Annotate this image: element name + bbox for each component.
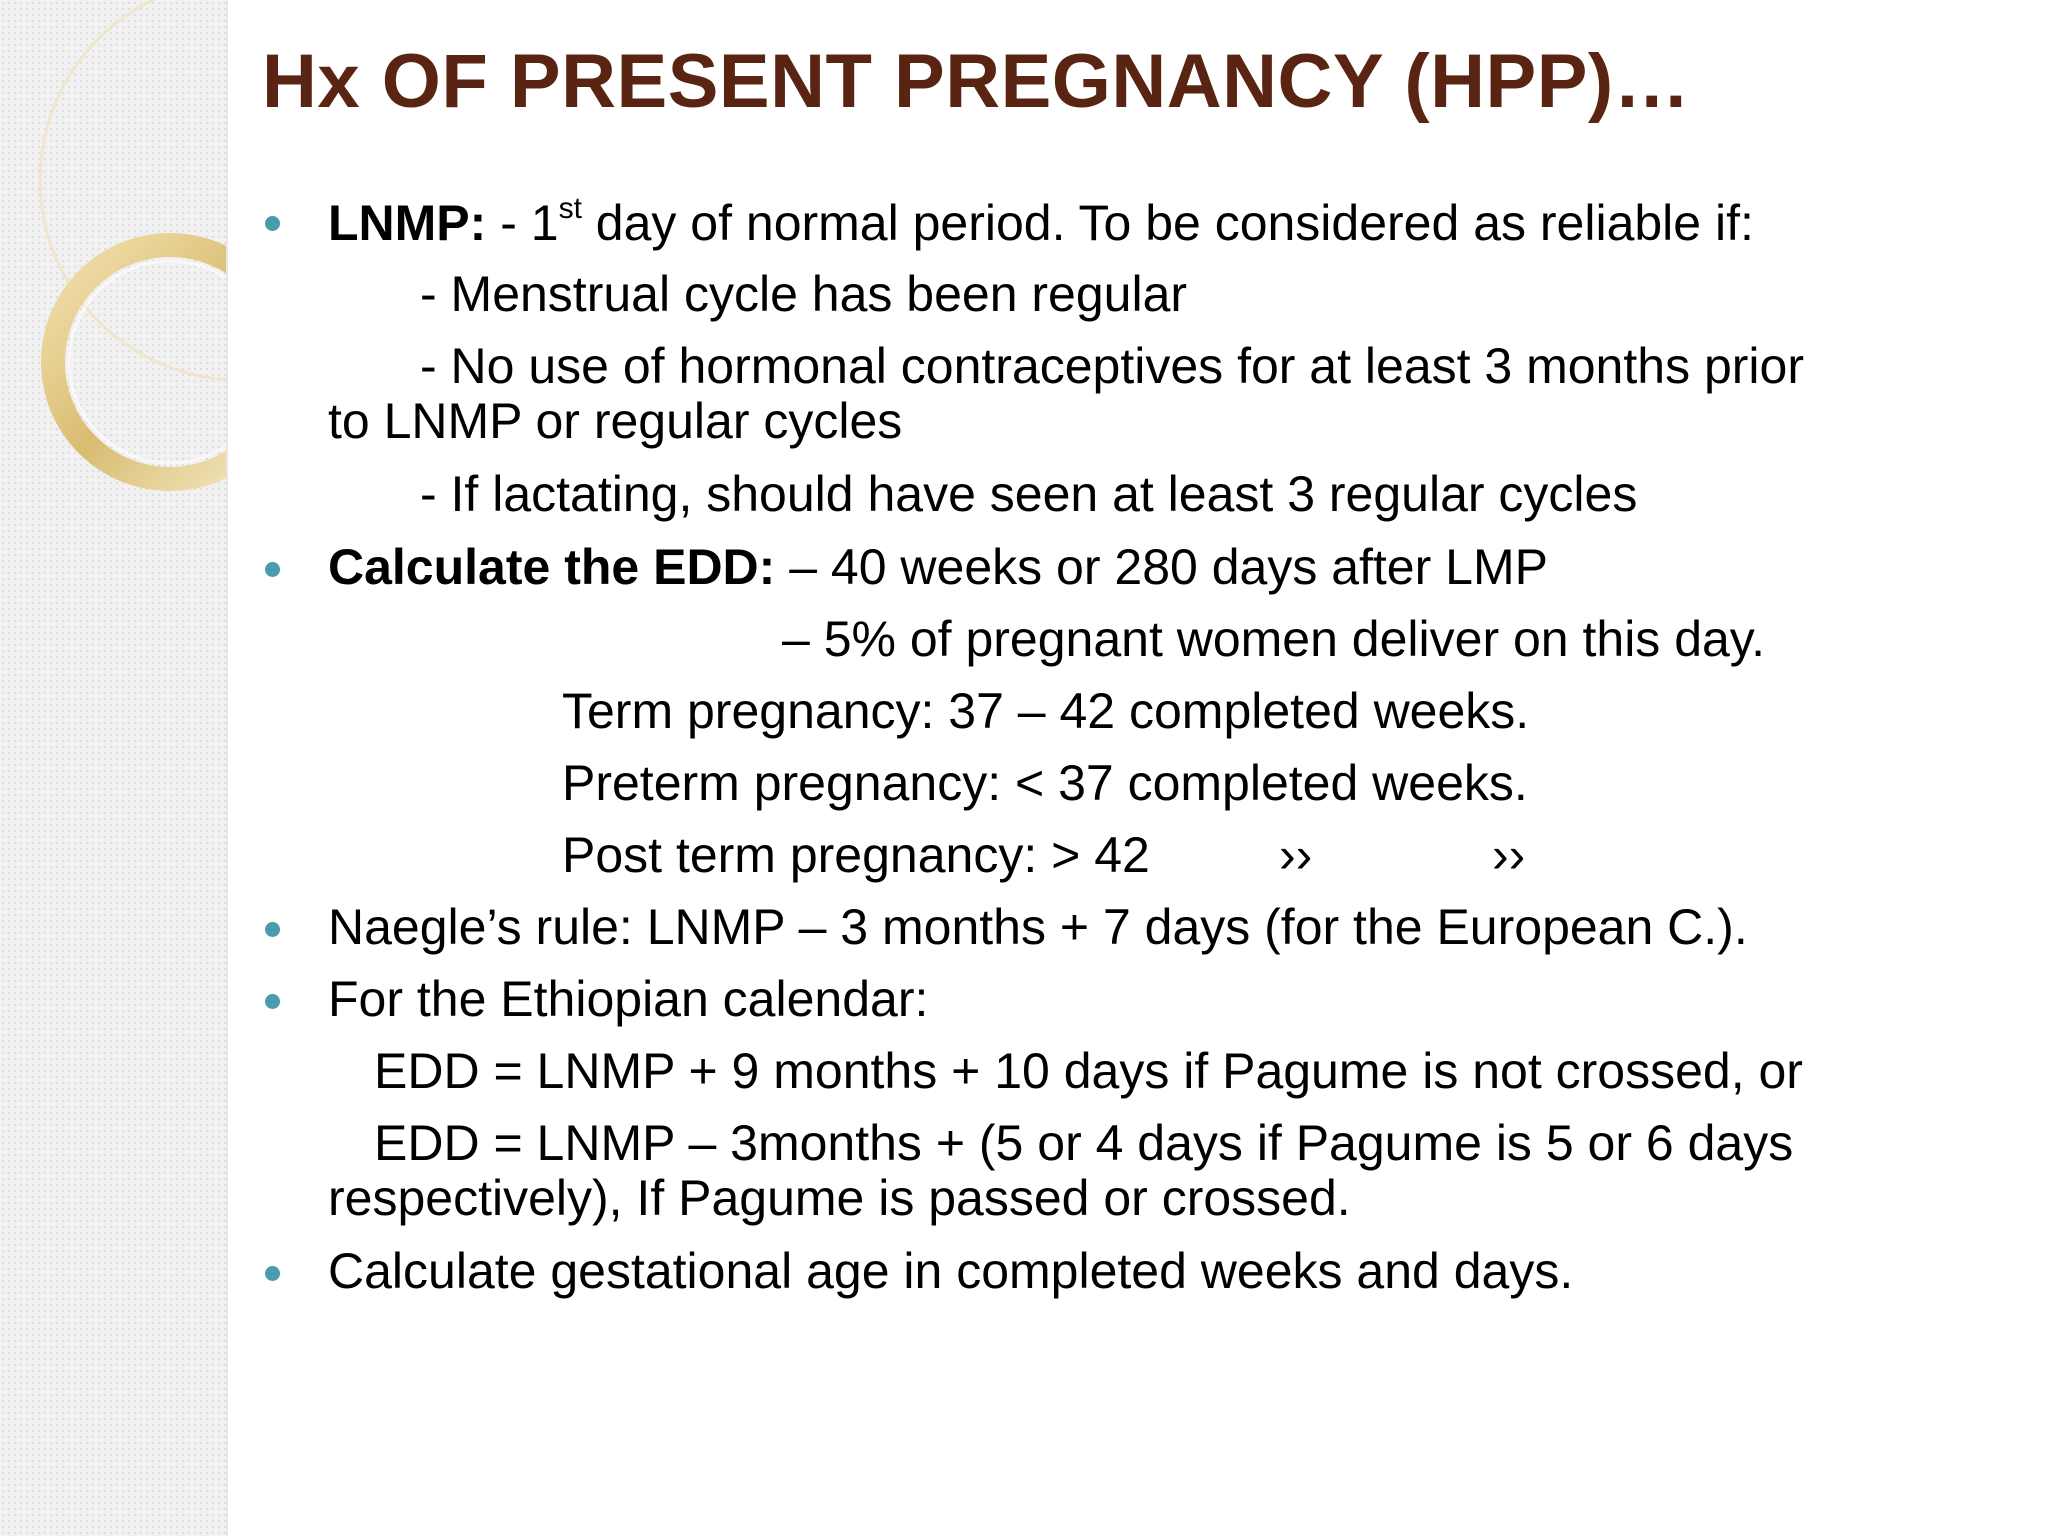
lnmp-condition-2-line1: - No use of hormonal contraceptives for at least 3 months prior [420,338,1804,394]
lnmp-label: LNMP: [328,195,487,251]
edd-note: – 5% of pregnant women deliver on this day. [782,611,1765,667]
postterm-pregnancy [562,826,1150,884]
lnmp-condition-1: - Menstrual cycle has been regular [420,266,1188,322]
ditto-mark-2: ›› [1492,827,1526,883]
bullet-dot-icon [265,1266,280,1281]
ethiopian-formula-1: EDD = LNMP + 9 months + 10 days if Pagume is not crossed, or [374,1043,1803,1099]
edd-bullet-line [328,538,1548,596]
bullet-dot-icon [265,216,280,231]
lnmp-superscript: st [558,192,582,225]
naegle-rule: Naegle’s rule: LNMP – 3 months + 7 days (for the European C.). [328,899,1748,955]
lnmp-text-part1: - 1 [486,195,559,251]
bullet-dot-icon [265,562,280,577]
ethiopian-formula-2-line2: respectively), If Pagume is passed or crossed. [328,1170,1351,1226]
ethiopian-formula-2-line1: EDD = LNMP – 3months + (5 or 4 days if Pagume is 5 or 6 days [374,1115,1794,1171]
gold-ring-decoration [0,0,228,520]
edd-text: – 40 weeks or 280 days after LMP [775,539,1548,595]
lnmp-bullet-line [328,194,1754,252]
ditto-mark-1: ›› [1279,827,1313,883]
postterm-text: Post term pregnancy: > 42 [562,827,1150,883]
lnmp-condition-3: - If lactating, should have seen at least 3 regular cycles [420,466,1638,522]
bullet-dot-icon [265,994,280,1009]
bullet-dot-icon [265,922,280,937]
term-pregnancy: Term pregnancy: 37 – 42 completed weeks. [562,683,1530,739]
preterm-pregnancy: Preterm pregnancy: < 37 completed weeks. [562,755,1528,811]
edd-label: Calculate the EDD: [328,539,776,595]
lnmp-condition-2-line2: to LNMP or regular cycles [328,393,903,449]
decorative-side-panel [0,0,228,1536]
slide-title: Hx OF PRESENT PREGNANCY (HPP)… [262,39,1691,124]
gestational-age: Calculate gestational age in completed weeks and days. [328,1243,1574,1299]
ethiopian-calendar: For the Ethiopian calendar: [328,971,929,1027]
lnmp-text-part2: day of normal period. To be considered as reliable if: [581,195,1754,251]
